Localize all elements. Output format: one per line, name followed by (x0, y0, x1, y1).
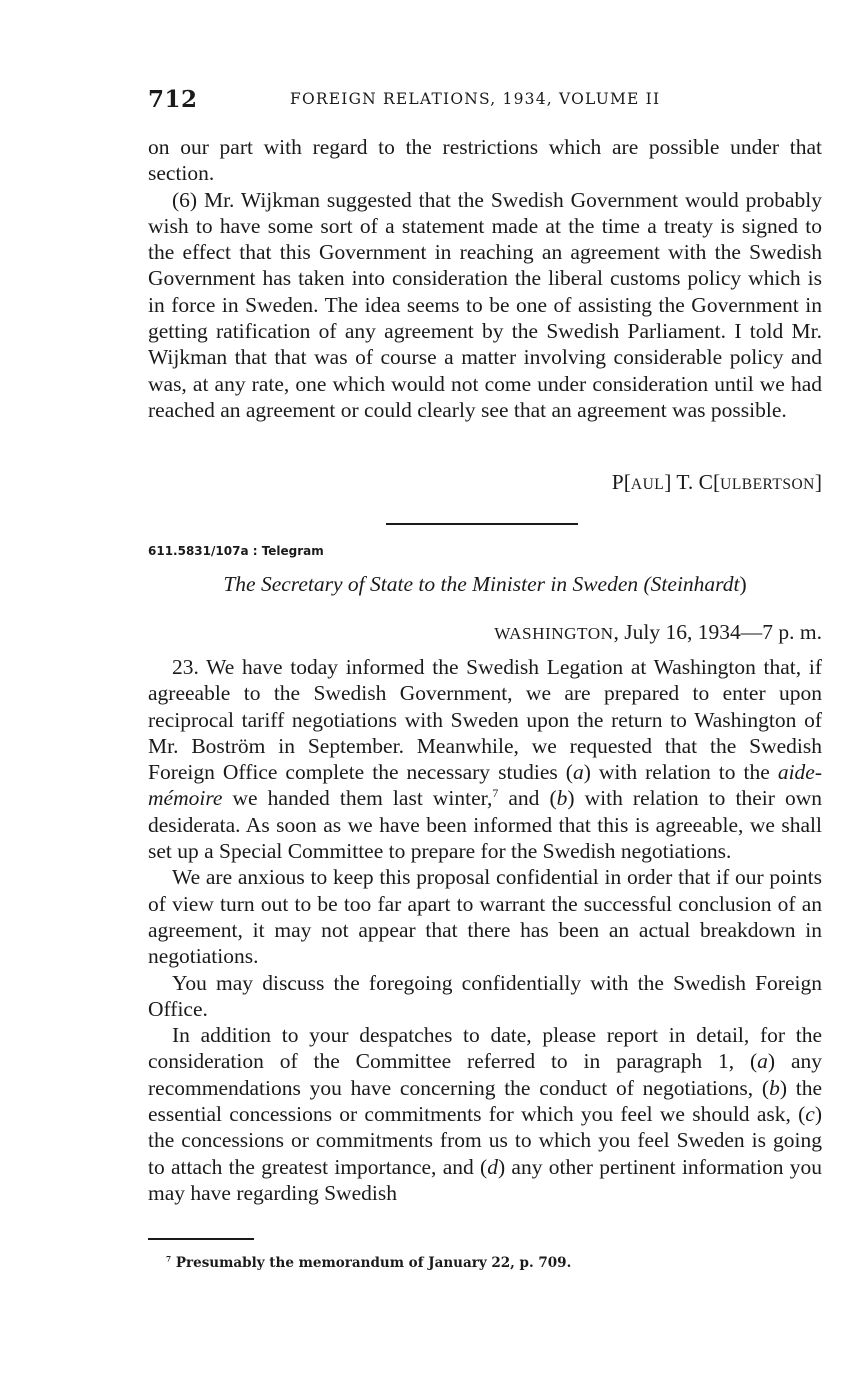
footnote-marker: 7 (166, 1254, 172, 1264)
signature-end: ] (814, 470, 822, 494)
text-run: In addition to your despatches to date, please report in detail, for the consideration of the Committee referred to in paragraph 1, ( (148, 1023, 822, 1074)
telegram-body (148, 654, 822, 1206)
footnote-reference: 7 (492, 786, 499, 801)
telegram-paragraph-3: You may discuss the foregoing confidentially with the Swedish Foreign Office. (148, 970, 822, 1021)
title-part1: The Secretary of State to the Minister in Sweden ( (223, 572, 651, 596)
text-run: ) the concessions or commitments from us to which you feel Sweden is going to attach the greatest importance, and ( (148, 1102, 822, 1179)
paragraph-continuation: on our part with regard to the restrictions which are possible under that section. (148, 135, 822, 186)
item-letter-b: b (769, 1075, 780, 1100)
text-run: 23. We have today informed the Swedish Legation at Washington that, if agreeable to the Swedish Government, we are prepared to enter upon reciprocal tariff negotiations with Sweden upon the return to Washington of Mr. Boström in September. Meanwhile, we requested that the Swedish Foreign Office complete the necessary studies ( (148, 655, 822, 785)
footnote-text: Presumably the memorandum of January 22, p. 709. (171, 1255, 572, 1271)
dateline-place: WASHINGTON (494, 624, 614, 643)
dateline (148, 620, 822, 645)
text-run: ) the essential concessions or commitments for which you feel we should ask, ( (148, 1075, 822, 1127)
telegram-paragraph-1 (148, 654, 822, 864)
text-run: and ( (498, 786, 557, 811)
text-run: ) any other pertinent information you may have regarding Swedish (148, 1154, 822, 1205)
document-title (148, 572, 822, 597)
telegram-paragraph-2: We are anxious to keep this proposal confidential in order that if our points of view turn out to be too far apart to warrant the successful conclusion of an agreement, it may not appear that there has been an actual breakdown in negotiations. (148, 865, 822, 969)
signature-p: P[ (611, 470, 631, 494)
title-part2: ) (739, 572, 747, 596)
running-head: FOREIGN RELATIONS, 1934, VOLUME II (290, 90, 661, 108)
text-run: ) any recommendations you have concerning the conduct of negotiations, ( (148, 1049, 823, 1100)
telegram-paragraph-4 (148, 1022, 822, 1206)
item-letter-a: a (572, 760, 584, 785)
file-number: 611.5831/107a : Telegram (148, 544, 324, 558)
signature (148, 470, 822, 495)
aide-memoire-term: aide-mémoire (148, 760, 822, 811)
item-letter-b: b (556, 786, 568, 811)
page-number: 712 (148, 86, 198, 113)
title-name: Steinhardt (650, 572, 740, 596)
item-letter-d: d (487, 1154, 498, 1179)
continuation-block (148, 134, 822, 423)
signature-mid: ] T. C[ (664, 470, 721, 494)
dateline-date: , July 16, 1934—7 p. m. (613, 620, 822, 644)
item-letter-c: c (805, 1102, 815, 1127)
paragraph-6: (6) Mr. Wijkman suggested that the Swedish Government would probably wish to have some sort of a statement made at the time a treaty is signed to the effect that this Government in reaching an agreement with the Swedish Government has taken into consideration the liberal customs policy which is in force in Sweden. The idea seems to be one of assisting the Government in getting ratification of any agreement by the Swedish Parliament. I told Mr. Wijkman that that was of course a matter involving considerable policy and was, at any rate, one which would not come under consideration until we had reached an agreement or could clearly see that an agreement was possible. (148, 187, 822, 422)
text-run: we handed them last winter, (222, 786, 493, 811)
text-run: ) with relation to their own desiderata. As soon as we have been informed that this is agreeable, we shall set up a Special Committee to prepare for the Swedish negotiations. (148, 786, 823, 864)
signature-ulbertson: ULBERTSON (720, 476, 815, 493)
footnote (166, 1255, 571, 1271)
text-run: ) with relation to the (583, 760, 778, 785)
footnote-divider (148, 1238, 254, 1240)
item-letter-a: a (757, 1049, 768, 1074)
section-divider (386, 523, 578, 525)
signature-aul: AUL (630, 476, 665, 493)
